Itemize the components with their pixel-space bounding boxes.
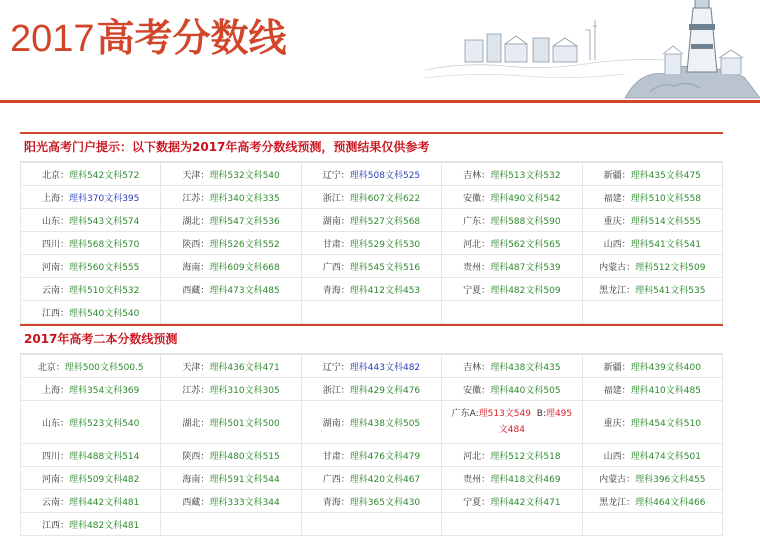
score-value: 理科532文科540 (209, 170, 280, 181)
score-value: 文484 (498, 425, 525, 435)
province-label: 四川： (42, 239, 70, 250)
table-cell (21, 232, 161, 255)
table-cell (21, 278, 161, 301)
table-cell (161, 163, 301, 186)
table-cell (442, 467, 582, 490)
score-value: 理科454文科510 (630, 418, 701, 429)
section-1-title: 阳光高考门户提示：以下数据为2017年高考分数线预测，预测结果仅供参考 (20, 134, 723, 162)
table-cell (161, 209, 301, 232)
score-value: 理科438文科435 (490, 362, 561, 373)
province-label: 陕西： (182, 239, 210, 250)
table-cell (301, 186, 441, 209)
score-value: 理科512文科518 (490, 451, 561, 462)
province-label: 天津： (182, 362, 210, 373)
table-cell (442, 255, 582, 278)
table-row (21, 186, 723, 209)
province-label: 安徽： (463, 385, 491, 396)
table-row (21, 355, 723, 378)
table-cell (442, 163, 582, 186)
table-cell (442, 232, 582, 255)
table-row (21, 301, 723, 324)
score-value: 理科420文科467 (349, 474, 421, 485)
province-label: 贵州： (463, 262, 491, 273)
table-row (21, 378, 723, 401)
table-cell (161, 401, 301, 444)
province-label: 重庆： (603, 418, 631, 429)
score-value: 理科501文科500 (209, 418, 280, 429)
score-value: 理科560文科555 (69, 262, 140, 273)
score-value: 理科591文科544 (209, 474, 280, 485)
score-value: 理495 (545, 409, 573, 419)
table-row (21, 401, 723, 444)
province-label: 广西： (322, 474, 350, 485)
province-label: 河南： (42, 262, 70, 273)
province-label: 云南： (42, 285, 70, 296)
table-cell (161, 490, 301, 513)
score-value: 理科508文科525 (349, 170, 421, 181)
score-value: 理513文549 (478, 409, 531, 419)
table-cell (301, 301, 441, 324)
table-cell (301, 278, 441, 301)
table-cell (21, 513, 161, 536)
table-cell (582, 378, 722, 401)
province-label: 新疆： (603, 362, 631, 373)
province-label: 青海： (322, 285, 350, 296)
table-row (21, 255, 723, 278)
table-cell (21, 163, 161, 186)
province-label: 福建： (603, 193, 631, 204)
province-label: 湖南： (322, 216, 350, 227)
score-value: 理科514文科555 (630, 216, 701, 227)
score-value: 理科442文科481 (69, 497, 140, 508)
table-cell (582, 278, 722, 301)
province-label: 河北： (463, 239, 491, 250)
page-title (10, 8, 287, 68)
score-value: 理科487文科539 (490, 262, 561, 273)
score-value: 理科541文科535 (635, 285, 706, 296)
table-cell (442, 186, 582, 209)
score-value: 理科473文科485 (209, 285, 280, 296)
table-cell (442, 513, 582, 536)
province-label: 吉林： (463, 362, 491, 373)
table-cell (582, 186, 722, 209)
score-value: 理科488文科514 (69, 451, 140, 462)
lighthouse-illustration (425, 0, 760, 100)
province-label: 山西： (603, 451, 631, 462)
table-cell (442, 301, 582, 324)
score-value: 理科545文科516 (349, 262, 421, 273)
table-cell (582, 355, 722, 378)
table-row (21, 513, 723, 536)
table-cell (161, 513, 301, 536)
province-label: 广西： (322, 262, 350, 273)
score-value: 理科418文科469 (490, 474, 561, 485)
province-label: 福建： (603, 385, 631, 396)
province-label: 陕西： (182, 451, 210, 462)
province-label: 甘肃： (322, 451, 350, 462)
header-divider (0, 100, 760, 103)
score-value: 理科365文科430 (349, 497, 421, 508)
province-label: 黑龙江： (599, 497, 636, 508)
province-label: 北京： (37, 362, 65, 373)
score-value: 理科510文科558 (630, 193, 701, 204)
table-cell (21, 186, 161, 209)
table-cell (161, 278, 301, 301)
table-cell (161, 186, 301, 209)
table-row (21, 163, 723, 186)
table-cell (161, 301, 301, 324)
score-value: 理科547文科536 (209, 216, 280, 227)
province-label: 湖北： (182, 216, 210, 227)
table-row (21, 467, 723, 490)
score-value: 理科410文科485 (630, 385, 701, 396)
province-label: 上海： (42, 193, 70, 204)
section-2-title: 2017年高考二本分数线预测 (20, 324, 723, 354)
page-title-year: 2017 (10, 18, 95, 60)
province-label: 北京： (42, 170, 70, 181)
table-cell (21, 467, 161, 490)
table-cell (582, 444, 722, 467)
province-label: 湖南： (322, 418, 350, 429)
score-value: 理科310文科305 (209, 385, 280, 396)
province-label: 江西： (42, 520, 70, 531)
score-value: 理科527文科568 (349, 216, 421, 227)
score-value: 理科542文科572 (69, 170, 140, 181)
table-cell (442, 490, 582, 513)
score-value: 理科482文科509 (490, 285, 561, 296)
score-value: 理科512文科509 (635, 262, 706, 273)
table-cell (161, 255, 301, 278)
table-cell (301, 401, 441, 444)
score-value: 理科370文科395 (69, 193, 140, 204)
table-cell (21, 490, 161, 513)
table-cell (582, 467, 722, 490)
score-value: 理科609文科668 (209, 262, 280, 273)
table-cell (582, 513, 722, 536)
table-cell (301, 378, 441, 401)
table-cell (442, 278, 582, 301)
score-value: 理科513文科532 (490, 170, 561, 181)
province-label: 海南： (182, 474, 210, 485)
score-value: 理科529文科530 (349, 239, 421, 250)
province-label: 吉林： (463, 170, 491, 181)
province-label: 黑龙江： (599, 285, 636, 296)
table-cell (161, 467, 301, 490)
score-value: 理科482文科481 (69, 520, 140, 531)
province-label: 山东： (42, 418, 70, 429)
table-row (21, 209, 723, 232)
table-row (21, 490, 723, 513)
score-value: 理科354文科369 (69, 385, 140, 396)
table-cell (442, 401, 582, 444)
table-cell (301, 513, 441, 536)
province-label: 浙江： (322, 193, 350, 204)
page-title-main: 高考分数线 (96, 16, 287, 60)
province-label: 江苏： (182, 193, 210, 204)
score-value: 理科500文科500.5 (64, 362, 144, 373)
score-value: 理科429文科476 (349, 385, 421, 396)
province-label: 广东： (463, 216, 491, 227)
score-value: 理科588文科590 (490, 216, 561, 227)
province-label: 西藏： (182, 497, 210, 508)
province-label: B: (536, 409, 546, 419)
province-label: 海南： (182, 262, 210, 273)
table-cell (301, 355, 441, 378)
table-cell (582, 163, 722, 186)
score-value: 理科412文科453 (349, 285, 421, 296)
table-cell (582, 401, 722, 444)
table-cell (301, 444, 441, 467)
table-cell (582, 255, 722, 278)
province-label: 青海： (322, 497, 350, 508)
score-value: 理科523文科540 (69, 418, 140, 429)
table-cell (21, 355, 161, 378)
score-value: 理科476文科479 (349, 451, 421, 462)
table-cell (301, 209, 441, 232)
table-cell (301, 255, 441, 278)
table-cell (442, 444, 582, 467)
score-value: 理科340文科335 (209, 193, 280, 204)
split-score-line-1 (444, 406, 579, 422)
score-value: 理科541文科541 (630, 239, 701, 250)
score-value: 理科568文科570 (69, 239, 140, 250)
table-row (21, 232, 723, 255)
province-label: 辽宁： (322, 170, 350, 181)
table-cell (582, 301, 722, 324)
score-value: 理科464文科466 (635, 497, 706, 508)
score-value: 理科540文科540 (69, 308, 140, 319)
province-label: 辽宁： (322, 362, 350, 373)
table-row (21, 444, 723, 467)
province-label: 重庆： (603, 216, 631, 227)
split-score (444, 406, 579, 438)
score-value: 理科509文科482 (69, 474, 140, 485)
score-value: 理科439文科400 (630, 362, 701, 373)
score-value: 理科526文科552 (209, 239, 280, 250)
province-label: 贵州： (463, 474, 491, 485)
score-value: 理科543文科574 (69, 216, 140, 227)
score-value: 理科440文科505 (490, 385, 561, 396)
province-label: 山西： (603, 239, 631, 250)
table-cell (21, 378, 161, 401)
table-cell (21, 444, 161, 467)
table-cell (21, 209, 161, 232)
score-value: 理科333文科344 (209, 497, 280, 508)
province-label: 江苏： (182, 385, 210, 396)
score-value: 理科480文科515 (209, 451, 280, 462)
page-header (0, 0, 760, 110)
score-value: 理科510文科532 (69, 285, 140, 296)
table-cell (21, 255, 161, 278)
score-value: 理科607文科622 (349, 193, 421, 204)
province-label: 江西： (42, 308, 70, 319)
province-label: 甘肃： (322, 239, 350, 250)
table-cell (442, 355, 582, 378)
table-cell (582, 232, 722, 255)
province-label: 上海： (42, 385, 70, 396)
score-value: 理科438文科505 (349, 418, 421, 429)
table-row (21, 278, 723, 301)
section-1-table (20, 162, 723, 324)
table-cell (301, 490, 441, 513)
table-cell (161, 355, 301, 378)
table-cell (161, 378, 301, 401)
table-cell (442, 378, 582, 401)
table-cell (582, 209, 722, 232)
table-cell (442, 209, 582, 232)
table-cell (161, 444, 301, 467)
table-cell (301, 232, 441, 255)
table-cell (21, 401, 161, 444)
province-label: 宁夏： (463, 285, 491, 296)
score-value: 理科562文科565 (490, 239, 561, 250)
province-label: 天津： (182, 170, 210, 181)
section-2-table (20, 354, 723, 536)
province-label: 山东： (42, 216, 70, 227)
score-panel (20, 132, 723, 536)
province-label: 西藏： (182, 285, 210, 296)
table-cell (21, 301, 161, 324)
score-value: 理科435文科475 (630, 170, 701, 181)
province-label: 内蒙古： (599, 262, 636, 273)
score-value: 理科442文科471 (490, 497, 561, 508)
province-label: 四川： (42, 451, 70, 462)
score-value: 理科443文科482 (349, 362, 421, 373)
province-label: 云南： (42, 497, 70, 508)
province-label: 安徽： (463, 193, 491, 204)
score-value: 理科396文科455 (635, 474, 706, 485)
province-label: 内蒙古： (599, 474, 636, 485)
score-value: 理科490文科542 (490, 193, 561, 204)
table-cell (301, 467, 441, 490)
province-label: 广东A: (451, 409, 479, 419)
score-value: 理科474文科501 (630, 451, 701, 462)
province-label: 宁夏： (463, 497, 491, 508)
province-label: 河北： (463, 451, 491, 462)
province-label: 河南： (42, 474, 70, 485)
table-cell (582, 490, 722, 513)
table-cell (301, 163, 441, 186)
province-label: 湖北： (182, 418, 210, 429)
score-value: 理科436文科471 (209, 362, 280, 373)
province-label: 新疆： (603, 170, 631, 181)
province-label: 浙江： (322, 385, 350, 396)
table-cell (161, 232, 301, 255)
